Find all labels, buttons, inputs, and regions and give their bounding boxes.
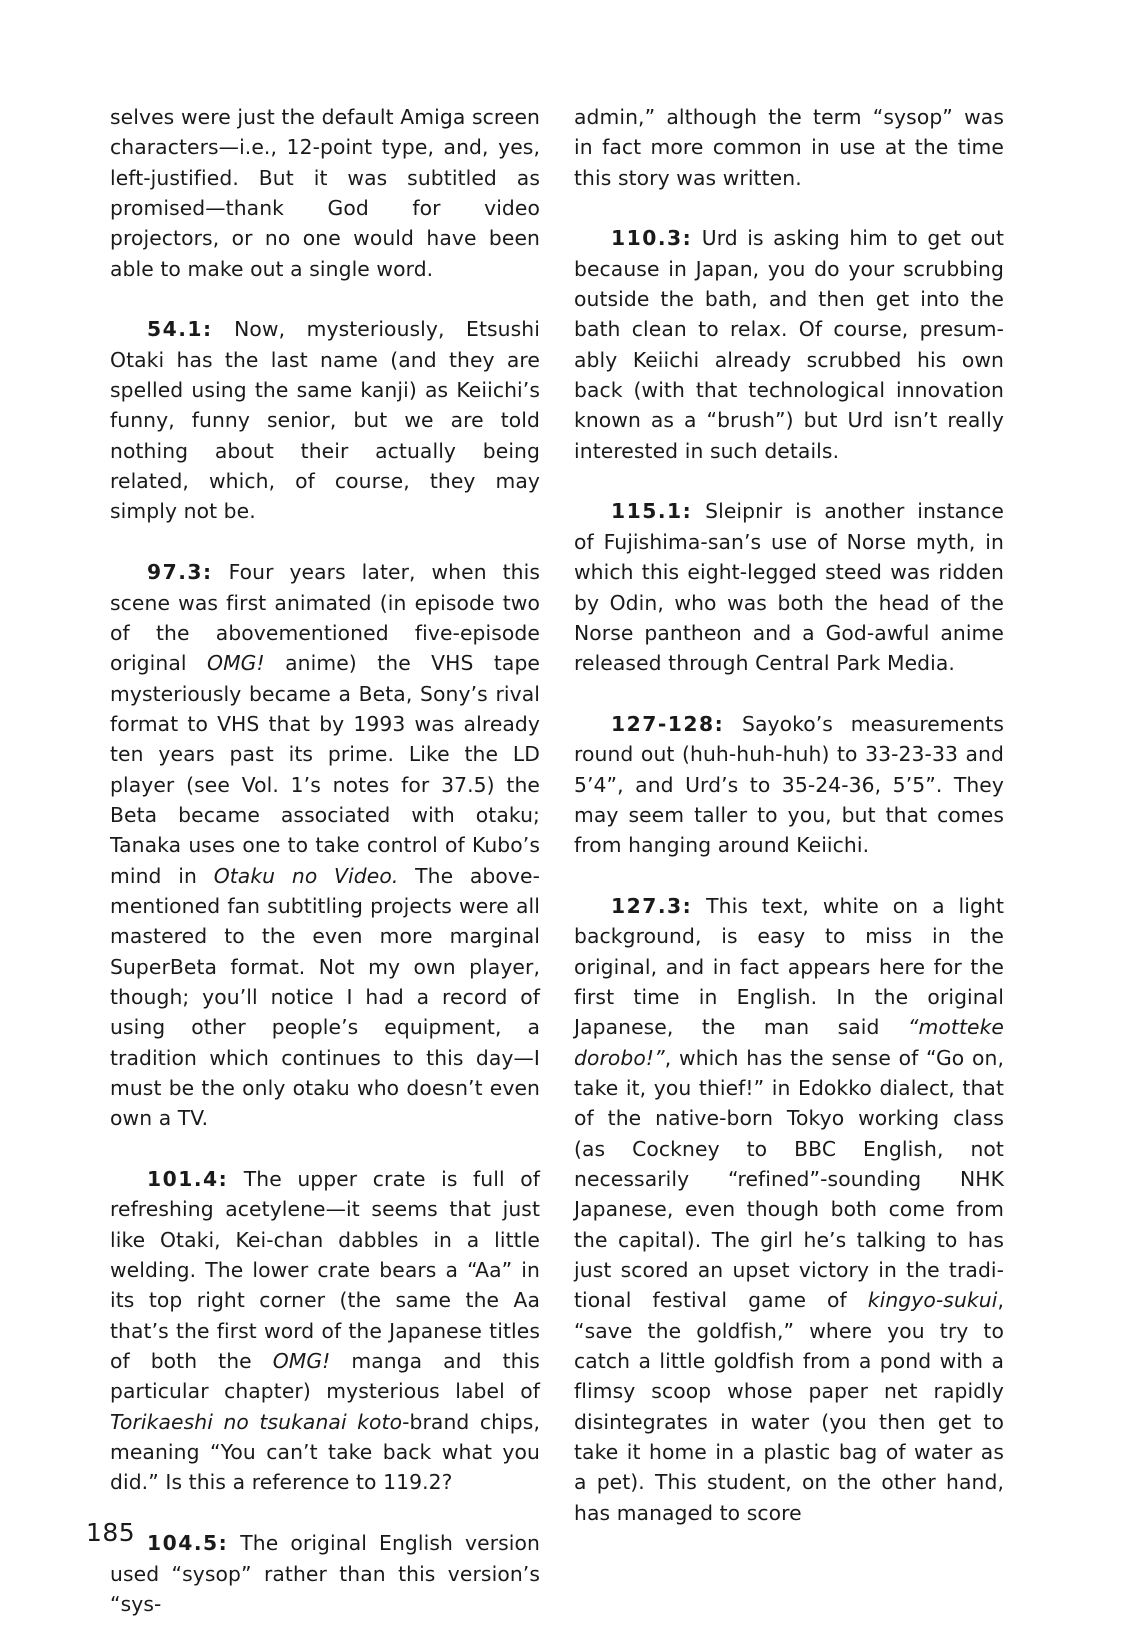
note-text: The upper crate is full of refreshing acetylene—it seems that just like Otaki, Kei-chan dabbles in a little welding. The lower crate bears a “Aa” in its top right corner (the same the Aa that’s the first word of the Japanese titles of both the: [110, 1167, 540, 1374]
note-text: manga and this particular chapter) mysterious label of: [110, 1349, 540, 1404]
note-54-1: [110, 314, 540, 526]
note-97-3: [110, 557, 540, 1134]
note-reference: 54.1:: [147, 317, 213, 342]
note-101-4: [110, 1164, 540, 1498]
note-reference: 104.5:: [147, 1531, 229, 1556]
note-text: The above-mentioned fan subtitling projects were all mastered to the even more marginal SuperBeta format. Not my own player, though; you’ll notice I had a record of using other people’s equipment, a tradition which continues to this day—I must be the only otaku who doesn’t even own a TV.: [110, 863, 540, 1131]
note-text: Sayoko’s measurements round out (huh-huh-huh) to 33-23-33 and 5’4”, and Urd’s to 35-24-36, 5’5”. They may seem taller to you, but that comes from hanging around Keiichi.: [574, 711, 1004, 858]
note-110-3: [574, 223, 1004, 466]
note-text: , “save the goldfish,” where you try to catch a little goldfish from a pond with a flimsy scoop whose paper net rapidly disintegrates in water (you then get to take it home in a plastic bag of water as a pet). This student, on the other hand, has managed to score: [574, 1288, 1004, 1525]
note-115-1: [574, 496, 1004, 678]
italic-phrase: Torikaeshi no tsukanai koto: [110, 1409, 403, 1434]
note-text: Urd is asking him to get out because in Japan, you do your scrubbing outside the bath, and then get into the bath clean to relax. Of course, presumably Keiichi already scrubbed his own back (with that technological innovation known as a “brush”) but Urd isn’t really interested in such details.: [574, 226, 1004, 463]
italic-title: OMG!: [272, 1349, 331, 1374]
continued-paragraph: [574, 102, 1004, 193]
paragraph-text: selves were just the default Amiga screen characters—i.e., 12-point type, and, yes, left-justified. But it was subtitled as promised—thank God for video projectors, or no one would have been able to make out a single word.: [110, 105, 540, 281]
italic-title: OMG!: [207, 651, 265, 676]
note-reference: 101.4:: [147, 1167, 229, 1192]
note-text: anime) the VHS tape mysteriously became a Beta, Sony’s rival format to VHS that by 1993 was already ten years past its prime. Like the LD player (see Vol. 1’s notes for 37.5) the Beta became associated with otaku; Tanaka uses one to take control of Kubo’s mind in: [110, 651, 540, 888]
note-reference: 127-128:: [611, 711, 725, 736]
continued-paragraph: [110, 102, 540, 284]
note-127-128: [574, 709, 1004, 861]
note-reference: 110.3:: [611, 226, 693, 251]
italic-title: Otaku no Video.: [213, 863, 399, 888]
note-text: , which has the sense of “Go on, take it, you thief!” in Edokko dialect, that of the native-born Tokyo working class (as Cockney to BBC English, not necessarily “refined”-sounding NHK Japanese, even though both come from the capital). The girl he’s talking to has just scored an upset victory in the traditional festival game of: [574, 1045, 1004, 1313]
italic-phrase: kingyo-sukui: [867, 1288, 998, 1313]
note-127-3: [574, 891, 1004, 1528]
note-reference: 115.1:: [611, 499, 693, 524]
note-reference: 97.3:: [147, 560, 213, 585]
note-104-5: [110, 1528, 540, 1619]
paragraph-text: admin,” although the term “sysop” was in fact more common in use at the time this story was written.: [574, 105, 1004, 190]
note-text: Sleipnir is another instance of Fujishima-san’s use of Norse myth, in which this eight-legged steed was ridden by Odin, who was both the head of the Norse pantheon and a God-awful anime released through Central Park Media.: [574, 499, 1004, 676]
right-column: [574, 102, 1004, 1559]
note-text: Four years later, when this scene was first animated (in episode two of the abovementioned five-episode original: [110, 560, 540, 676]
note-text: -brand chips, meaning “You can’t take back what you did.” Is this a reference to 119.2?: [110, 1409, 540, 1495]
page-number: 185: [86, 1518, 136, 1547]
left-column: [110, 102, 540, 1650]
note-text: This text, white on a light background, is easy to miss in the original, and in fact appears here for the first time in English. In the original Japanese, the man said: [574, 893, 1004, 1040]
note-reference: 127.3:: [611, 893, 693, 918]
italic-phrase: “motteke dorobo!”: [574, 1015, 1004, 1070]
note-text: The original English version used “sysop” rather than this version’s “sys-: [110, 1531, 540, 1616]
note-text: Now, mysteriously, Etsushi Otaki has the last name (and they are spelled using the same kanji) as Keiichi’s funny, funny senior, but we are told nothing about their actually being related, which, of course, they may simply not be.: [110, 317, 540, 524]
